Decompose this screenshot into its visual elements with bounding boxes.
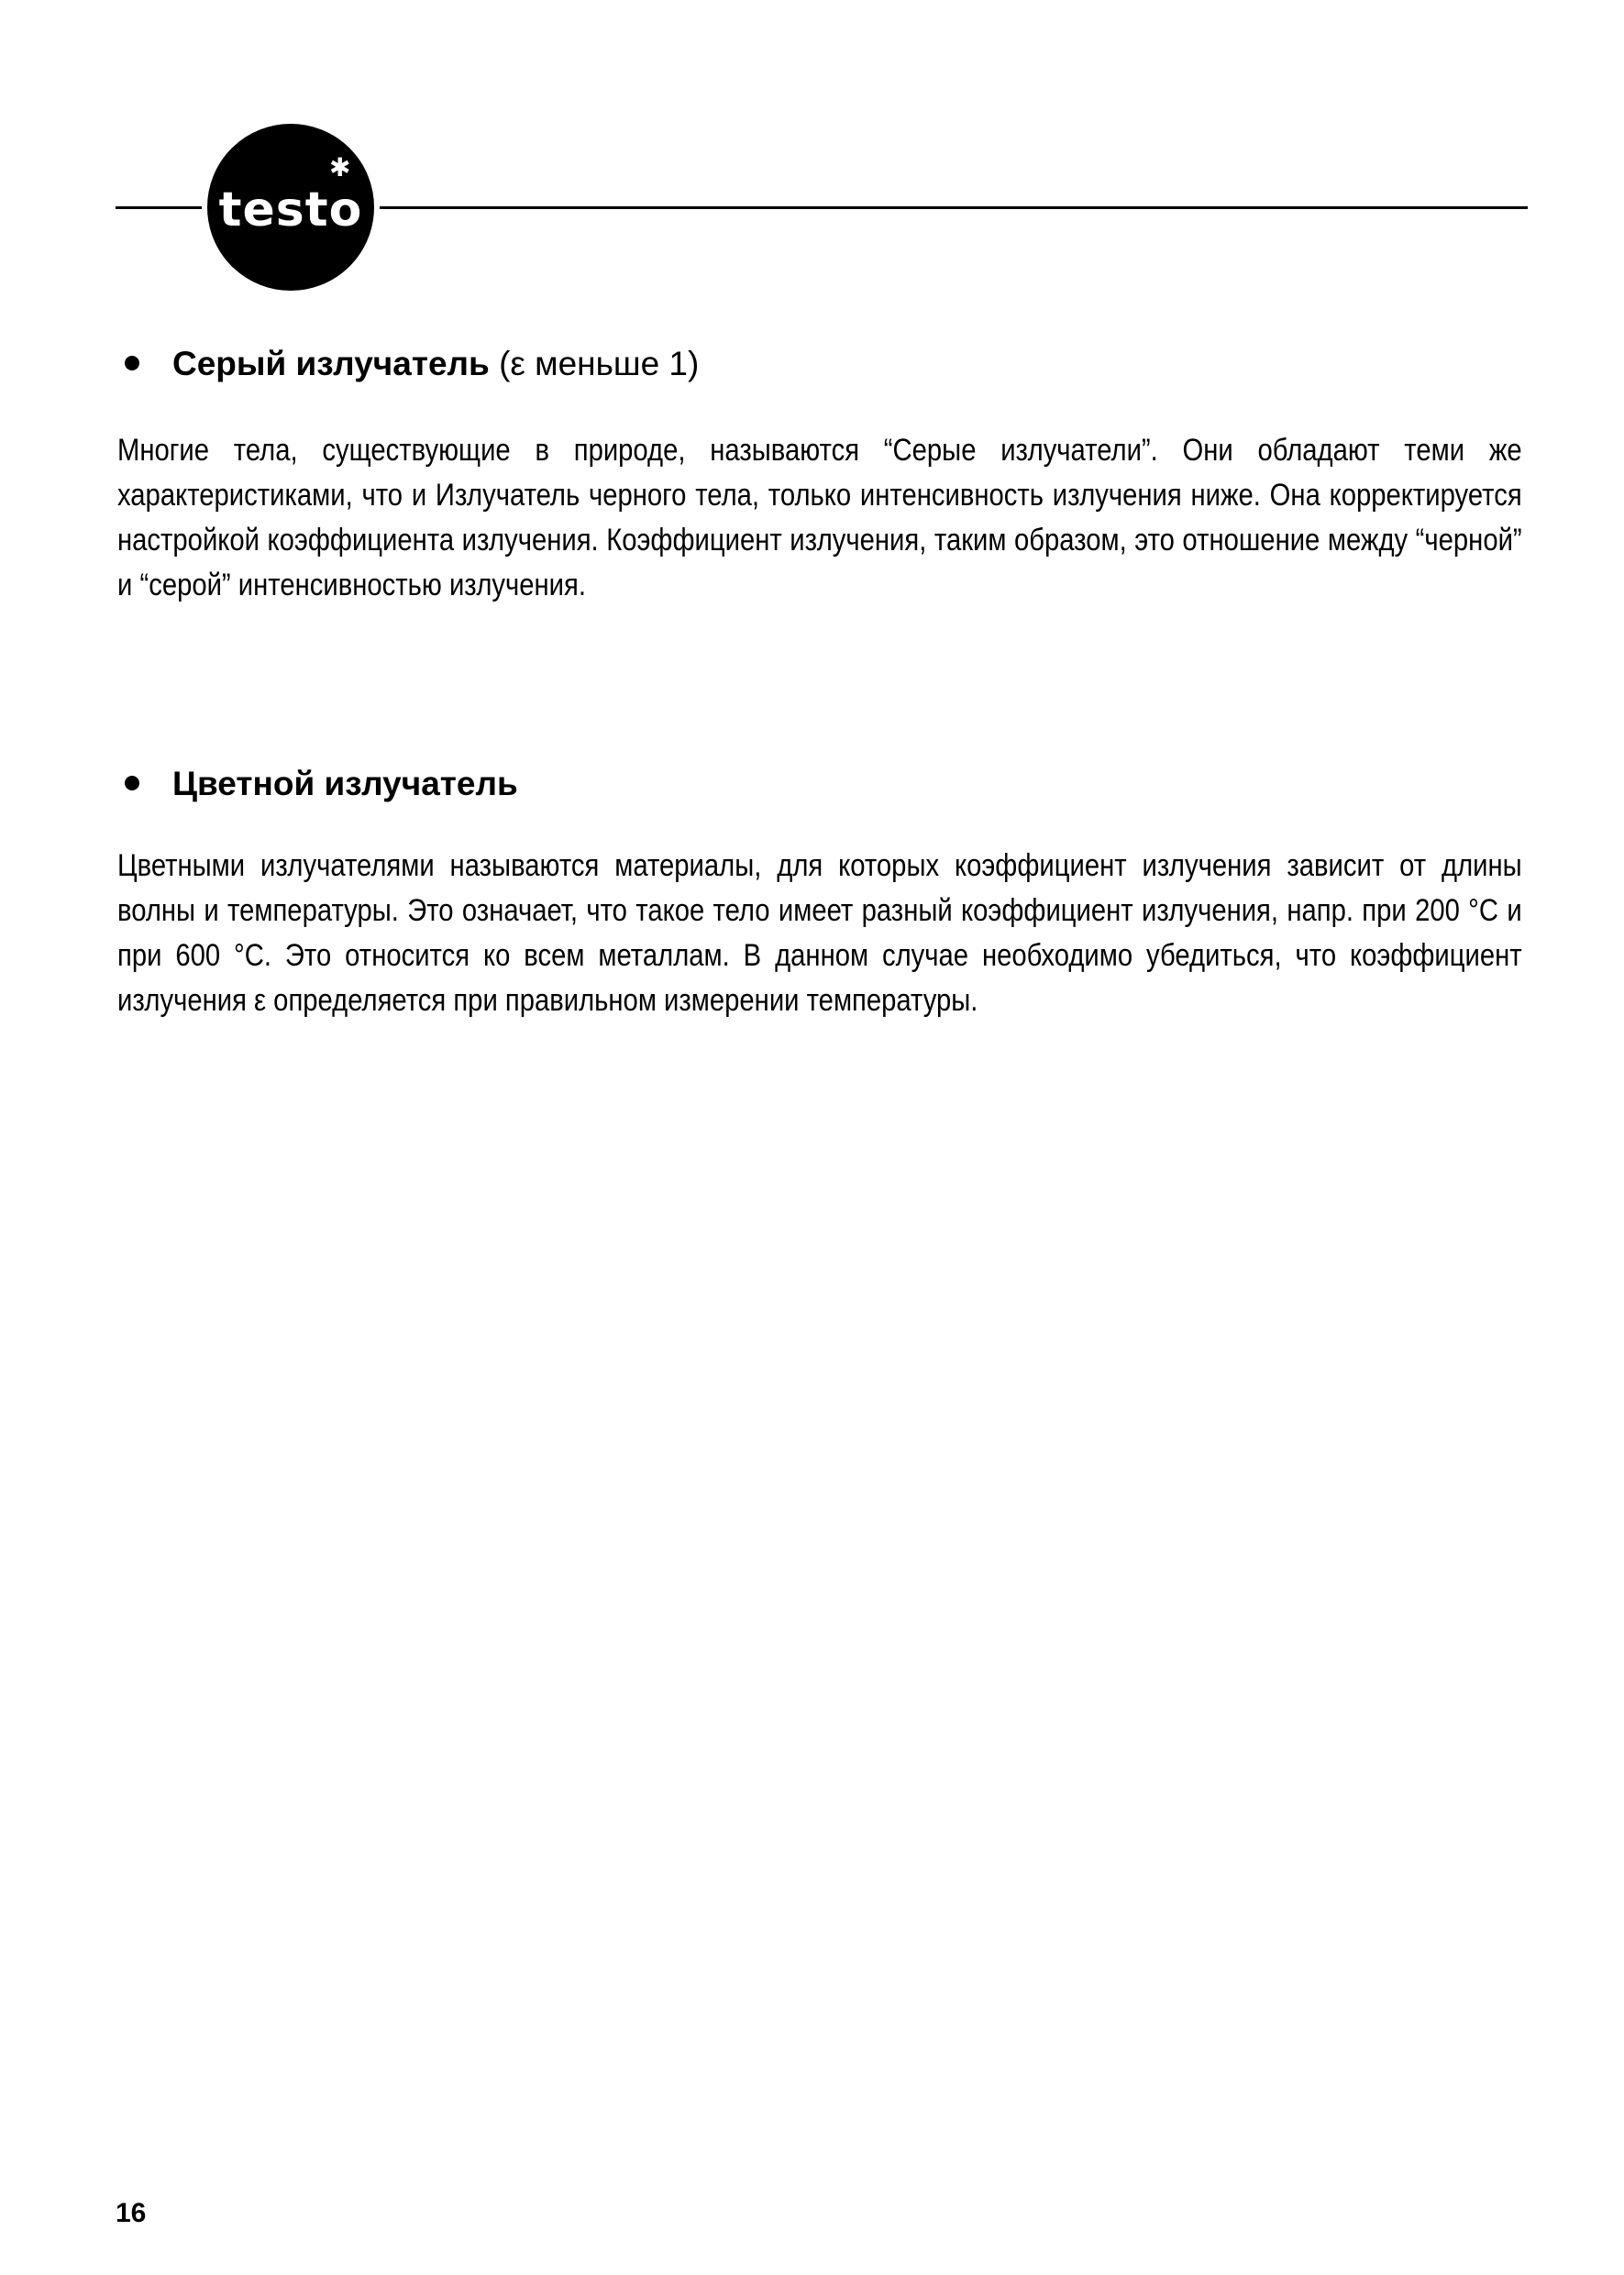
heading-bold-text: Серый излучатель (172, 345, 490, 382)
section-paragraph-color-emitter: Цветными излучателями называются материалы, для которых коэффициент излучения зависит от длины волны и температуры. Это означает, что такое тело имеет разный коэффициент излучения, напр. при 200 °C и при 600 °C. Это относится ко всем металлам. В данном случае необходимо убедиться, что коэффициент излучения ε определяется при правильном измерении температуры. (117, 848, 1522, 1018)
section-heading-gray-emitter (117, 342, 1522, 386)
heading-normal-text: (ε меньше 1) (499, 345, 700, 382)
logo-wordmark: testo (218, 182, 363, 237)
section-paragraph-gray-emitter: Многие тела, существующие в природе, называются “Серые излучатели”. Они обладают теми же характеристиками, что и Излучатель черного тела, только интенсивность излучения ниже. Она корректируется настройкой коэффициента излучения. Коэффициент излучения, таким образом, это отношение между “черной” и “серой” интенсивностью излучения. (117, 433, 1522, 602)
heading-bold-text: Цветной излучатель (172, 765, 518, 802)
bullet-icon (125, 356, 139, 370)
section-heading-color-emitter (117, 762, 1522, 806)
page-number: 16 (116, 2198, 147, 2228)
logo-star-icon: ✱ (329, 152, 351, 182)
bullet-icon (125, 776, 139, 790)
testo-logo (202, 118, 380, 296)
